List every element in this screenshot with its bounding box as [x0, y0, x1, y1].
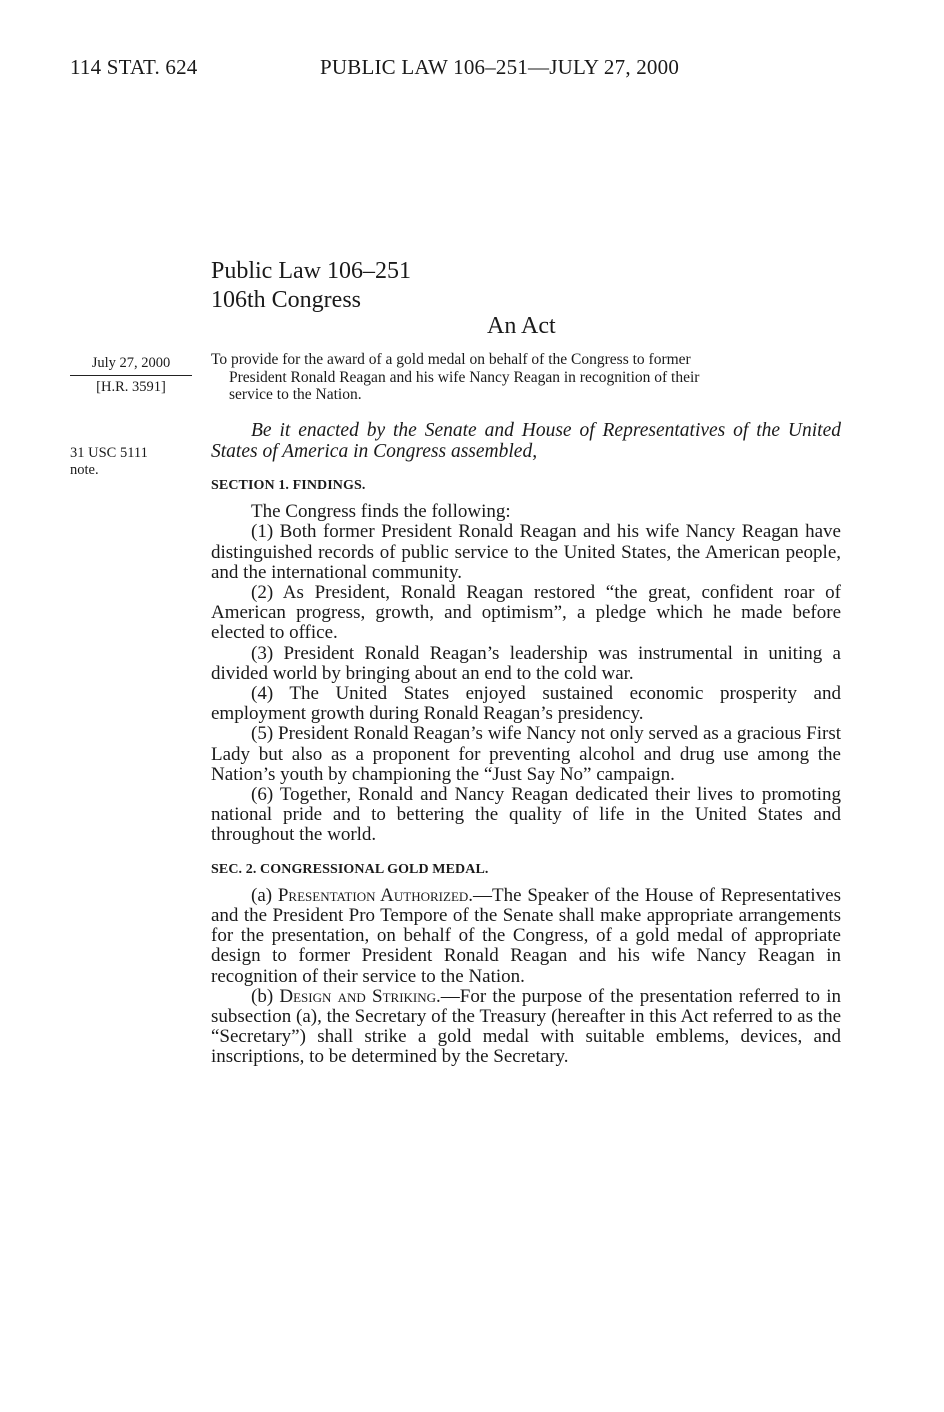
finding-item: (6) Together, Ronald and Nancy Reagan dedicated their lives to promoting national pride and to bettering the quality of life in the United States and throughout the world. [211, 784, 841, 846]
findings-intro: The Congress finds the following: [251, 501, 511, 523]
finding-item: (2) As President, Ronald Reagan restored “the great, confident roar of American progress, growth, and optimism”, a pledge which he made before elected to office. [211, 582, 841, 644]
enacting-clause: Be it enacted by the Senate and House of Representatives of the United States of America in Congress assembled, [211, 420, 841, 462]
finding-item: (5) President Ronald Reagan’s wife Nancy not only served as a gracious First Lady but also as a proponent for preventing alcohol and drug use among the Nation’s youth by championing the “Just Say No” campaign. [211, 723, 841, 785]
act-purpose [211, 351, 841, 404]
finding-item: (4) The United States enjoyed sustained economic prosperity and employment growth during Ronald Reagan’s presidency. [211, 683, 841, 725]
subsection-b-heading: Design and Striking. [279, 985, 441, 1007]
subsection-a-label: (a) [251, 884, 278, 906]
finding-item: (3) President Ronald Reagan’s leadership was instrumental in uniting a divided world by bringing about an end to the cold war. [211, 642, 841, 684]
enactment-date: July 27, 2000 [70, 355, 192, 376]
usc-note: note. [70, 462, 99, 478]
margin-note-usc [70, 445, 190, 479]
subsection-b-label: (b) [251, 985, 280, 1007]
subsection-b-text: —For the purpose of the presentation referred to in subsection (a), the Secretary of the Treasury (hereafter in this Act referred to as the “Secretary”) shall strike a gold medal with suitable emblems, devices, and inscriptions, to be determined by the Secretary. [211, 985, 841, 1068]
margin-note-date [70, 355, 192, 396]
subsection-a [211, 886, 841, 987]
section-1-heading: SECTION 1. FINDINGS. [211, 478, 366, 493]
subsection-b [211, 987, 841, 1068]
subsection-a-text: —The Speaker of the House of Representatives and the President Pro Tempore of the Senate shall make appropriate arrangements for the presentation, on behalf of the Congress, of a gold medal of appropriate design to former President Ronald Reagan and his wife Nancy Reagan in recognition of their service to the Nation. [211, 884, 841, 987]
act-body [211, 420, 841, 1068]
purpose-line: President Ronald Reagan and his wife Nancy Reagan in recognition of their [229, 368, 700, 386]
page-number: 114 STAT. 624 [70, 55, 198, 79]
running-title: PUBLIC LAW 106–251—JULY 27, 2000 [320, 55, 680, 79]
usc-citation: 31 USC 5111 [70, 445, 148, 461]
finding-item: (1) Both former President Ronald Reagan and his wife Nancy Reagan have distinguished records of public service to the United States, the American people, and the international community. [211, 521, 841, 583]
purpose-line: To provide for the award of a gold medal on behalf of the Congress to former [211, 351, 691, 368]
bill-number: [H.R. 3591] [96, 379, 166, 395]
section-2-heading: SEC. 2. CONGRESSIONAL GOLD MEDAL. [211, 861, 489, 877]
act-heading: An Act [487, 313, 556, 339]
subsection-a-heading: Presentation Authorized. [277, 884, 474, 906]
purpose-line: service to the Nation. [229, 386, 362, 403]
public-law-title: Public Law 106–251 [211, 258, 411, 284]
congress-title: 106th Congress [211, 287, 361, 313]
